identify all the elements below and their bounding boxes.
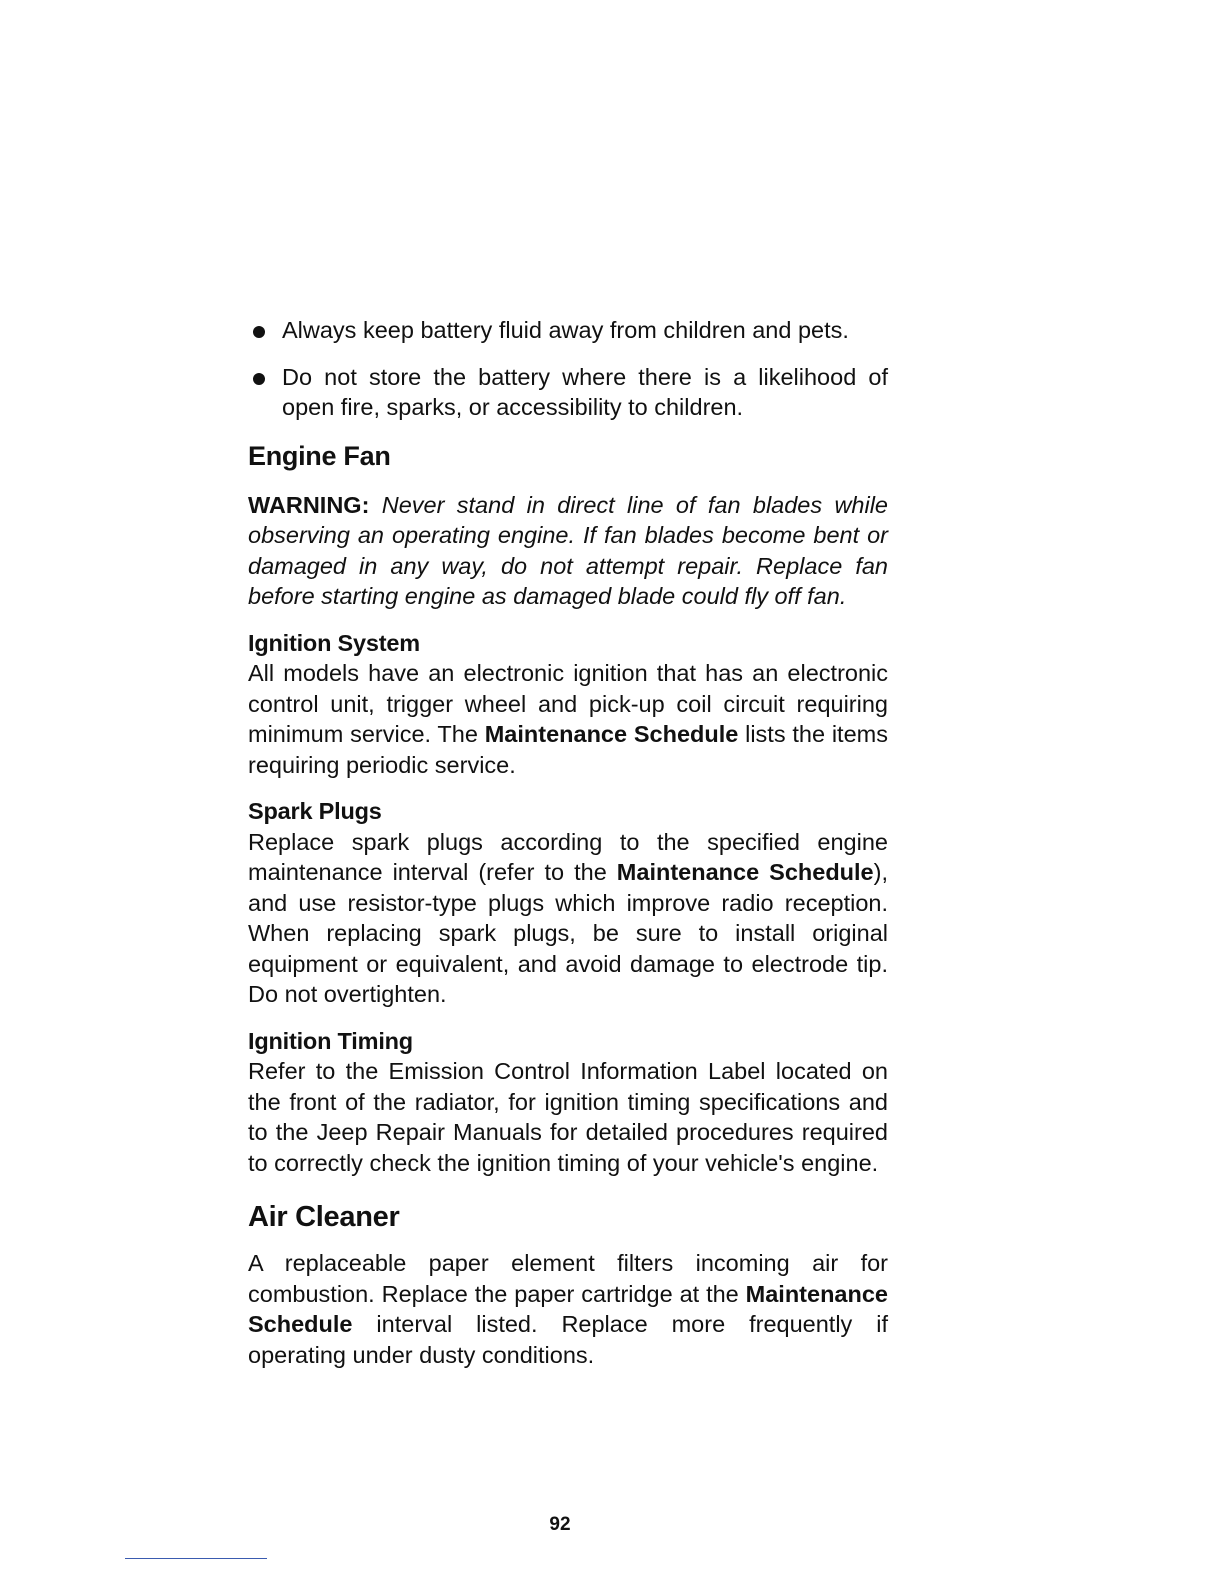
- spark-plugs-paragraph: [248, 827, 888, 1010]
- paragraph-text: Replace spark plugs according to the specified engine maintenance interval (refer to the: [248, 828, 888, 885]
- ignition-timing-block: [248, 1026, 888, 1179]
- subheading-spark-plugs: Spark Plugs: [248, 798, 382, 824]
- warning-text: Never stand in direct line of fan blades while observing an operating engine. If fan blades become bent or damaged in any way, do not attempt repair. Replace fan before starting engine as damaged blade could fly off fan.: [248, 491, 889, 609]
- maintenance-schedule-reference: Maintenance Schedule: [248, 1280, 888, 1337]
- engine-fan-warning: [248, 490, 888, 612]
- battery-safety-list: [248, 315, 888, 423]
- list-item: [248, 315, 888, 346]
- bullet-icon: [253, 373, 265, 385]
- warning-label: WARNING:: [248, 491, 370, 518]
- section-heading-air-cleaner: Air Cleaner: [248, 1201, 400, 1233]
- page-body: [248, 315, 888, 1370]
- page-number: 92: [549, 1514, 571, 1535]
- list-item: [248, 362, 888, 423]
- bullet-icon: [253, 326, 265, 338]
- bullet-text: Do not store the battery where there is a likelihood of open fire, sparks, or accessibility to children.: [282, 363, 888, 420]
- subheading-ignition-system: Ignition System: [248, 629, 420, 656]
- air-cleaner-paragraph: [248, 1248, 888, 1370]
- subheading-ignition-timing: Ignition Timing: [248, 1027, 413, 1054]
- paragraph-text: A replaceable paper element filters incoming air for combustion. Replace the paper cartridge at the: [248, 1250, 888, 1307]
- footer-rule: [125, 1558, 267, 1559]
- paragraph-text: ), and use resistor-type plugs which improve radio reception. When replacing spark plugs, be sure to install original equipment or equivalent, and avoid damage to electrode tip. Do not overtighten.: [248, 859, 888, 1007]
- section-heading-engine-fan: Engine Fan: [248, 440, 391, 471]
- ignition-system-block: [248, 628, 888, 781]
- paragraph-text: All models have an electronic ignition that has an electronic control unit, trigger wheel and pick-up coil circuit requiring minimum service. The: [248, 660, 888, 747]
- bullet-text: Always keep battery fluid away from children and pets.: [282, 317, 849, 343]
- maintenance-schedule-reference: Maintenance Schedule: [616, 859, 874, 885]
- ignition-timing-paragraph: Refer to the Emission Control Information Label located on the front of the radiator, for ignition timing specifications and to the Jeep Repair Manuals for detailed procedures required to correctly check the ignition timing of your vehicle's engine.: [248, 1058, 888, 1176]
- maintenance-schedule-reference: Maintenance Schedule: [484, 721, 739, 747]
- spark-plugs-block: [248, 796, 888, 1010]
- paragraph-text: interval listed. Replace more frequently if operating under dusty conditions.: [248, 1311, 888, 1368]
- paragraph-text: lists the items requiring periodic service.: [248, 721, 888, 778]
- ignition-system-paragraph: [248, 658, 888, 780]
